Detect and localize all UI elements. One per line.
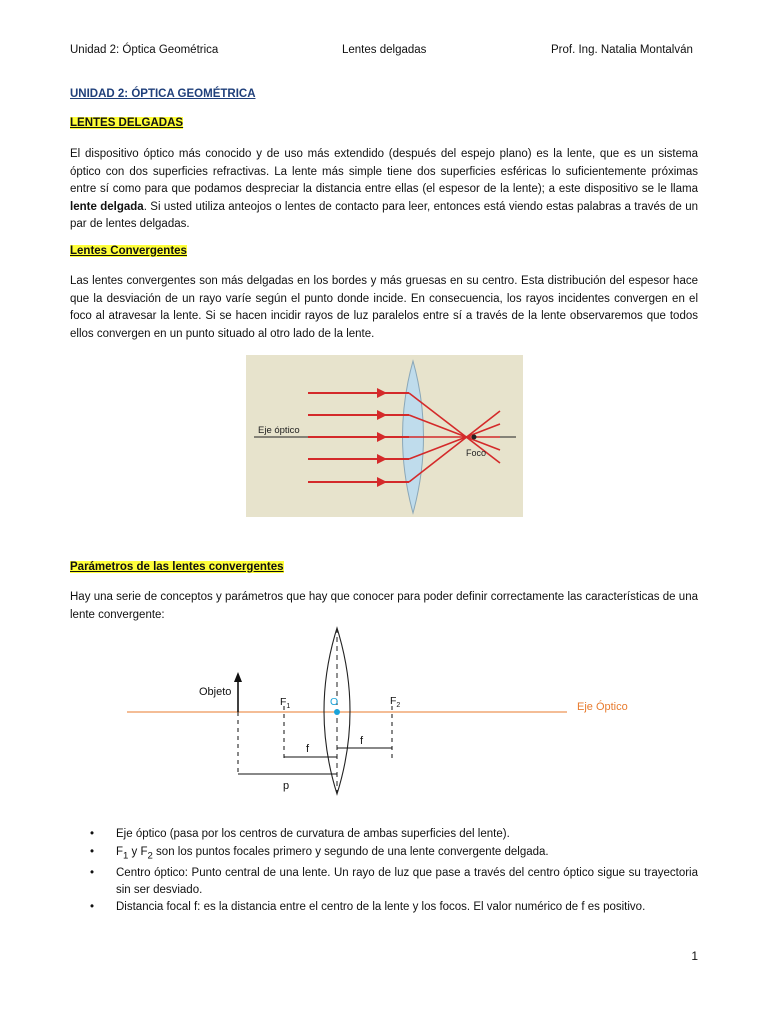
list-item <box>90 844 698 865</box>
optical-center-label: O <box>330 696 339 708</box>
paragraph-text: El dispositivo óptico más conocido y de uso más extendido (después del espejo plano) es la lente, que es un sistema óptico con dos superficies refractivas. La lente más simple tiene dos superficies esféricas lo suficientemente próximas entre sí como para que podamos despreciar la distancia entre ellas (el espesor de la lente); a este dispositivo se le llama <box>70 148 698 195</box>
section-heading-lentes-convergentes <box>70 245 187 257</box>
object-label: Objeto <box>199 686 232 698</box>
f1-label-main: F <box>280 696 287 708</box>
list-item-sub-2: 2 <box>147 849 153 861</box>
paragraph-parametros: Hay una serie de conceptos y parámetros que hay que conocer para poder definir correctamente las características de una lente convergente: <box>70 591 698 621</box>
list-item <box>90 865 698 898</box>
bullet-marker: • <box>90 845 95 858</box>
bullet-marker: • <box>90 828 95 840</box>
unit-title: UNIDAD 2: ÓPTICA GEOMÉTRICA <box>70 88 256 100</box>
heading-text: LENTES DELGADAS <box>70 117 184 129</box>
paragraph-text-continued: . Si usted utiliza anteojos o lentes de contacto para leer, entonces está viendo estas palabras a través de un par de lentes delgadas. <box>70 200 698 230</box>
lens-parameters-diagram <box>120 626 650 798</box>
list-item-text: Centro óptico: Punto central de una lente. Un rayo de luz que pase a través del centro óptico sigue su trayectoria sin ser desviado. <box>116 867 698 896</box>
focus-label: Foco <box>466 448 487 458</box>
f1-label-sub: 1 <box>286 703 291 710</box>
list-item <box>90 899 698 916</box>
list-item-text-f: F <box>116 845 124 858</box>
section-heading-lentes-delgadas <box>70 117 183 129</box>
paragraph-lentes-convergentes: Las lentes convergentes son más delgadas en los bordes y más gruesas en su centro. Esta distribución del espesor hace que la desviación de un rayo varíe según el punto donde incide. En consecuencia, los rayos incidentes convergen en el foco al atravesar la lente. Si se hacen incidir rayos de luz paralelos entre sí a través de la lente observaremos que todos ellos convergen en un punto situado al otro lado de la lente. <box>70 275 698 340</box>
focal-length-left-label: f <box>306 743 310 755</box>
bullet-marker: • <box>90 901 95 914</box>
object-arrow-head <box>234 672 242 682</box>
object-distance-label: p <box>283 780 290 792</box>
heading-text: Lentes Convergentes <box>70 245 187 257</box>
list-item-text-mid: y F <box>128 845 148 858</box>
header-left: Unidad 2: Óptica Geométrica <box>70 44 219 56</box>
list-item-text: son los puntos focales primero y segundo de una lente convergente delgada. <box>152 845 549 858</box>
optical-center-point <box>334 709 340 715</box>
axis-label: Eje óptico <box>258 425 300 436</box>
bullet-marker: • <box>90 867 95 880</box>
page-number: 1 <box>691 949 698 963</box>
focus-point <box>472 435 477 440</box>
axis-label: Eje Óptico <box>577 701 628 713</box>
f2-label-sub: 2 <box>396 702 401 709</box>
f2-label <box>390 695 400 709</box>
list-item <box>90 826 698 843</box>
header-right: Prof. Ing. Natalia Montalván <box>551 44 693 56</box>
header-center: Lentes delgadas <box>342 44 427 56</box>
heading-text: Parámetros de las lentes convergentes <box>70 561 284 573</box>
list-item-text: Distancia focal f: es la distancia entre el centro de la lente y los focos. El valor numérico de f es positivo. <box>116 901 646 914</box>
paragraph-bold-term: lente delgada <box>70 200 144 213</box>
converging-lens-figure <box>246 355 523 517</box>
list-item-sub-1: 1 <box>123 849 129 861</box>
parameter-list <box>90 826 698 917</box>
f2-label-main: F <box>390 695 397 707</box>
list-item-text: Eje óptico (pasa por los centros de curvatura de ambas superficies del lente). <box>116 828 510 840</box>
f1-label <box>280 696 290 710</box>
paragraph-lentes-delgadas <box>70 146 698 234</box>
section-heading-parametros <box>70 561 284 573</box>
focal-length-right-label: f <box>360 735 364 747</box>
